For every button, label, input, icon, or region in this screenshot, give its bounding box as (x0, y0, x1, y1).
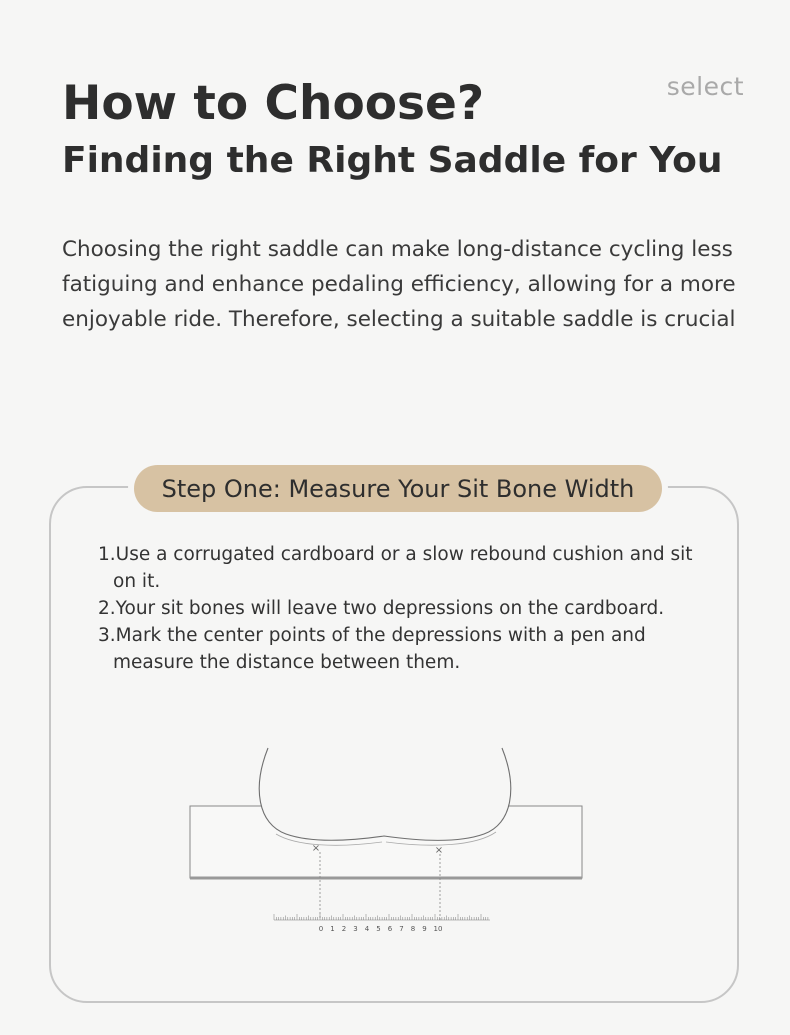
ruler-label: 10 (433, 925, 443, 933)
instruction-list (98, 541, 698, 676)
ruler-label: 3 (353, 925, 358, 933)
ruler-label: 9 (422, 925, 427, 933)
ruler-labels (319, 925, 443, 933)
step-one-heading: Step One: Measure Your Sit Bone Width (134, 465, 662, 512)
ruler-label: 6 (387, 925, 393, 933)
buttocks-outline (259, 748, 510, 840)
ruler-label: 0 (318, 925, 324, 933)
ruler-label: 7 (399, 925, 404, 933)
ruler-label: 1 (330, 925, 335, 933)
select-label[interactable]: select (666, 72, 744, 101)
instruction-item-3: 3.Mark the center points of the depressions with a pen and measure the distance between them. (98, 625, 646, 673)
intro-paragraph: Choosing the right saddle can make long-distance cycling less fatiguing and enhance pedaling efficiency, allowing for a more enjoyable ride. Therefore, selecting a suitable saddle is crucial (62, 237, 736, 332)
instruction-item-2: 2.Your sit bones will leave two depressions on the cardboard. (98, 598, 665, 619)
ruler (274, 914, 490, 920)
ruler-label: 2 (341, 925, 347, 933)
page-title: How to Choose? (62, 76, 485, 131)
sit-bone-diagram (186, 744, 586, 944)
page-subtitle: Finding the Right Saddle for You (62, 140, 723, 181)
instruction-item-1: 1.Use a corrugated cardboard or a slow rebound cushion and sit on it. (98, 544, 693, 592)
mark-left-icon: × (311, 843, 321, 854)
mark-right-icon: × (434, 845, 444, 856)
ruler-label: 8 (410, 925, 416, 933)
ruler-label: 4 (364, 925, 370, 933)
ruler-label: 5 (376, 925, 381, 933)
